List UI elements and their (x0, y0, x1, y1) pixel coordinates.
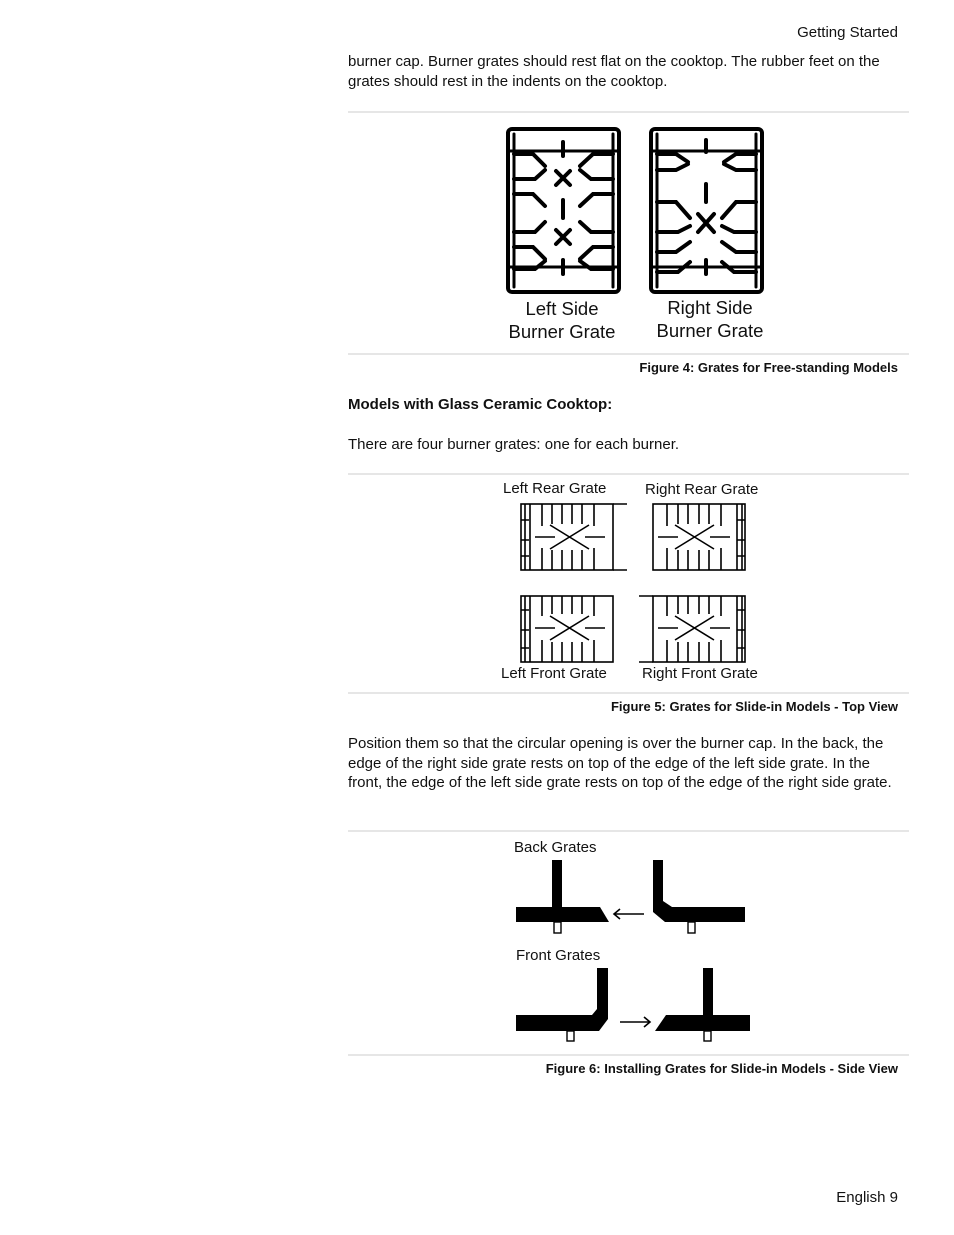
figure4-grates-illustration (500, 122, 775, 300)
figure5-grates-illustration (515, 498, 755, 668)
left-front-grate-label: Left Front Grate (501, 665, 607, 682)
running-header: Getting Started (797, 24, 898, 41)
front-right-grate-profile (655, 968, 750, 1041)
figure4-top-rule (348, 111, 909, 113)
left-side-burner-grate-label: Left Side Burner Grate (508, 298, 616, 342)
right-side-burner-grate-label: Right Side Burner Grate (656, 297, 764, 341)
front-arrow-icon (620, 1017, 650, 1027)
back-right-grate-profile (653, 860, 745, 933)
figure5-caption: Figure 5: Grates for Slide-in Models - Top View (610, 699, 898, 714)
front-grates-side-view (512, 964, 757, 1044)
left-front-grate (521, 596, 613, 662)
glass-ceramic-paragraph: There are four burner grates: one for each burner. (348, 436, 680, 453)
back-left-grate-profile (516, 860, 609, 933)
page-footer: English 9 (836, 1189, 898, 1206)
right-rear-grate-label: Right Rear Grate (645, 481, 759, 498)
front-left-grate-profile (516, 968, 608, 1041)
right-rear-grate (653, 504, 745, 570)
right-side-burner-grate (651, 129, 762, 292)
figure6-top-rule (348, 830, 909, 832)
intro-paragraph: burner cap. Burner grates should rest flat on the cooktop. The rubber feet on the grates should rest in the indents on the cooktop. (348, 53, 880, 90)
front-grates-label: Front Grates (516, 947, 601, 964)
position-paragraph: Position them so that the circular opening is over the burner cap. In the back, the edge of the right side grate rests on top of the edge of the left side grate. In the front, the edge of the left side grate rests on top of the edge of the right side grate. (348, 735, 892, 791)
figure4-caption: Figure 4: Grates for Free-standing Models (639, 360, 898, 375)
figure6-bottom-rule (348, 1054, 909, 1056)
left-rear-grate-label: Left Rear Grate (503, 480, 607, 497)
right-front-grate-label: Right Front Grate (642, 665, 758, 682)
back-arrow-icon (614, 909, 644, 919)
back-grates-label: Back Grates (514, 839, 597, 856)
back-grates-side-view (512, 856, 757, 936)
left-rear-grate (521, 504, 627, 570)
left-side-burner-grate (508, 129, 619, 292)
figure6-caption: Figure 6: Installing Grates for Slide-in Models - Side View (545, 1061, 898, 1076)
figure4-bottom-rule (348, 353, 909, 355)
figure5-bottom-rule (348, 692, 909, 694)
glass-ceramic-heading: Models with Glass Ceramic Cooktop: (348, 396, 613, 413)
right-front-grate (639, 596, 745, 662)
figure5-top-rule (348, 473, 909, 475)
